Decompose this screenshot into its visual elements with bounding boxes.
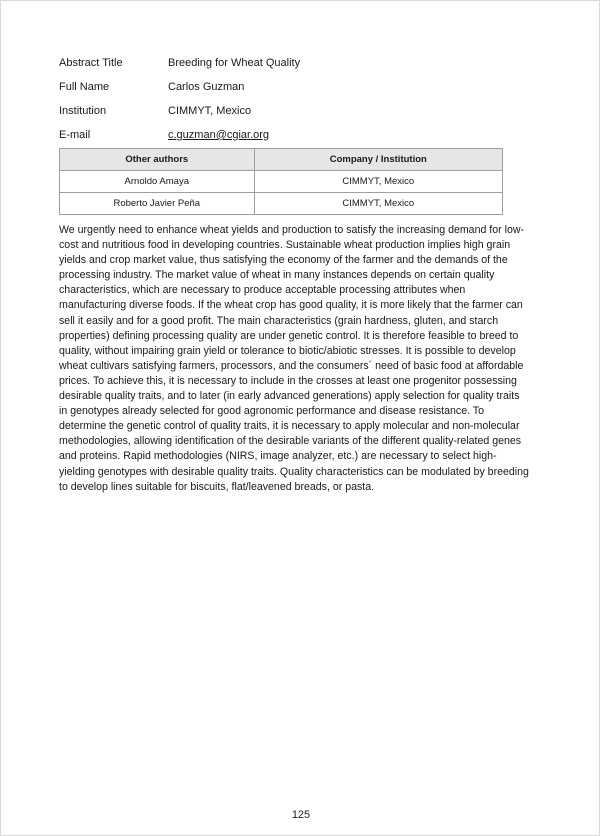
author-institution: CIMMYT, Mexico [254, 171, 502, 193]
abstract-title-row [59, 51, 519, 75]
author-name: Roberto Javier Peña [60, 193, 255, 215]
full-name-value: Carlos Guzman [168, 81, 245, 93]
table-row [60, 171, 503, 193]
other-authors-header: Other authors [60, 149, 255, 171]
author-name: Arnoldo Amaya [60, 171, 255, 193]
abstract-title-label: Abstract Title [59, 57, 123, 69]
table-header-row [60, 149, 503, 171]
author-institution: CIMMYT, Mexico [254, 193, 502, 215]
page-number: 125 [291, 809, 311, 821]
email-link[interactable]: c.guzman@cgiar.org [168, 129, 270, 141]
email-row [59, 123, 519, 147]
institution-row [59, 99, 519, 123]
full-name-row [59, 75, 519, 99]
abstract-metadata [59, 51, 519, 147]
other-authors-table [59, 148, 503, 215]
table-row [60, 193, 503, 215]
company-institution-header: Company / Institution [254, 149, 502, 171]
institution-value: CIMMYT, Mexico [168, 105, 252, 117]
full-name-label: Full Name [59, 81, 110, 93]
institution-label: Institution [59, 105, 107, 117]
abstract-body: We urgently need to enhance wheat yields and production to satisfy the increasing demand for low-cost and nutritious food in developing countries. Sustainable wheat production implies high grain yields and crop market value, thus satisfying the economy of the farmer and the demands of the processing industry. The market value of wheat in many instances depends on certain quality characteristics, which are necessary to produce acceptable processing attributes when manufacturing diverse foods. If the wheat crop has good quality, it is more likely that the farmer can sell it easily and for a good profit. The main characteristics (grain hardness, gluten, and starch properties) defining processing quality are under genetic control. It is therefore feasible to breed to quality, without impairing grain yield or tolerance to biotic/abiotic stresses. It is possible to develop wheat cultivars satisfying farmers, processors, and the consumers´ need of basic food at affordable prices. To achieve this, it is necessary to include in the crosses at least one progenitor possessing desirable quality traits, and to later (in early advanced generations) apply selection for quality traits in genotypes already selected for good agronomic performance and disease resistance. To determine the genetic control of quality traits, it is necessary to apply molecular and non-molecular methodologies, allowing identification of the desirable variants of the different quality-related genes and proteins. Rapid methodologies (NIRS, image analyzer, etc.) are necessary to select high-yielding genotypes with desirable quality traits. Quality characteristics can be modulated by breeding to develop lines suitable for biscuits, flat/leavened breads, or pasta. [59, 224, 529, 493]
abstract-title-value: Breeding for Wheat Quality [168, 57, 301, 69]
email-label: E-mail [59, 129, 91, 141]
